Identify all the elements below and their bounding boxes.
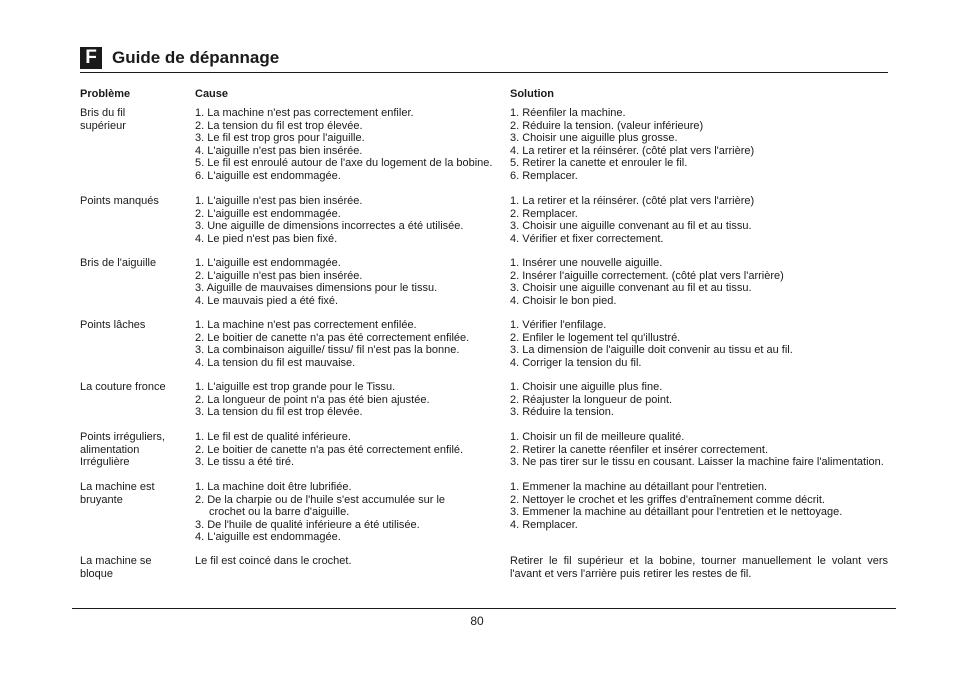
cause-cell <box>195 195 503 245</box>
solution-item: 5. Retirer la canette et enrouler le fil. <box>510 157 688 169</box>
solution-cell <box>510 107 888 182</box>
cause-item: 2. L'aiguille n'est pas bien insérée. <box>195 269 363 282</box>
problem-text: La machine se <box>80 555 152 567</box>
problem-text: Bris de l'aiguille <box>80 257 157 269</box>
solution-item: 3. La dimension de l'aiguille doit convenir au tissu et au fil. <box>510 344 793 356</box>
problem-text: bruyante <box>80 493 123 506</box>
cause-item: 3. Une aiguille de dimensions incorrectes a été utilisée. <box>195 220 464 232</box>
cause-item: crochet ou la barre d'aiguille. <box>209 506 350 518</box>
solution-item: 3. Choisir une aiguille plus grosse. <box>510 132 678 144</box>
solution-item: 3. Choisir une aiguille convenant au fil et au tissu. <box>510 282 752 294</box>
solution-item: 1. Vérifier l'enfilage. <box>510 319 607 331</box>
solution-item: 1. Choisir une aiguille plus fine. <box>510 381 663 393</box>
problem-cell <box>80 481 190 506</box>
problem-text: Points irréguliers, <box>80 431 165 443</box>
solution-cell <box>510 431 888 469</box>
solution-item: 4. Corriger la tension du fil. <box>510 356 642 369</box>
problem-cell <box>80 555 190 580</box>
column-header-problem: Problème <box>80 88 131 100</box>
cause-item: 2. La tension du fil est trop élevée. <box>195 119 363 132</box>
solution-item: 2. Retirer la canette réenfiler et insérer correctement. <box>510 443 769 456</box>
cause-item: 2. De la charpie ou de l'huile s'est accumulée sur le <box>195 493 446 506</box>
cause-item: 1. La machine doit être lubrifiée. <box>195 481 352 493</box>
cause-cell <box>195 431 503 469</box>
section-badge: F <box>80 47 102 69</box>
problem-cell <box>80 257 190 270</box>
problem-text: La couture fronce <box>80 381 166 393</box>
cause-item: 4. L'aiguille n'est pas bien insérée. <box>195 144 363 157</box>
cause-item: 3. Le fil est trop gros pour l'aiguille. <box>195 132 365 144</box>
cause-item: 4. Le mauvais pied a été fixé. <box>195 294 339 307</box>
solution-cell <box>510 481 888 531</box>
cause-item: 3. De l'huile de qualité inférieure a été utilisée. <box>195 518 420 531</box>
problem-text: Irrégulière <box>80 456 130 468</box>
solution-item: 2. Nettoyer le crochet et les griffes d'entraînement comme décrit. <box>510 493 825 506</box>
solution-item: 4. Vérifier et fixer correctement. <box>510 232 664 245</box>
solution-item: 2. Insérer l'aiguille correctement. (côté plat vers l'arrière) <box>510 269 784 282</box>
problem-text: Points manqués <box>80 195 159 207</box>
solution-item: 1. Insérer une nouvelle aiguille. <box>510 257 663 269</box>
cause-item: 3. La combinaison aiguille/ tissu/ fil n'est pas la bonne. <box>195 344 460 356</box>
cause-cell <box>195 555 503 568</box>
cause-item: 1. La machine n'est pas correctement enfiler. <box>195 107 414 119</box>
solution-item: 2. Remplacer. <box>510 207 578 220</box>
cause-item: 5. Le fil est enroulé autour de l'axe du logement de la bobine. <box>195 157 493 169</box>
problem-text: supérieur <box>80 119 126 132</box>
cause-cell <box>195 481 503 544</box>
problem-text: Bris du fil <box>80 107 126 119</box>
solution-item: 3. Réduire la tension. <box>510 406 614 418</box>
solution-item: 3. Choisir une aiguille convenant au fil et au tissu. <box>510 220 752 232</box>
cause-item: 4. Le pied n'est pas bien fixé. <box>195 232 338 245</box>
solution-paragraph: Retirer le fil supérieur et la bobine, tourner manuellement le volant vers l'avant et vers l'arrière puis retirer les restes de fil. <box>510 555 888 580</box>
solution-item: 1. Emmener la machine au détaillant pour l'entretien. <box>510 481 768 493</box>
solution-item: 2. Réduire la tension. (valeur inférieure) <box>510 119 704 132</box>
solution-cell <box>510 257 888 307</box>
cause-item: 4. La tension du fil est mauvaise. <box>195 356 356 369</box>
cause-item: Le fil est coincé dans le crochet. <box>195 555 352 567</box>
cause-item: 4. L'aiguille est endommagée. <box>195 531 341 543</box>
problem-text: La machine est <box>80 481 155 493</box>
problem-cell <box>80 431 190 469</box>
cause-item: 1. La machine n'est pas correctement enfilée. <box>195 319 417 331</box>
problem-cell <box>80 107 190 132</box>
cause-item: 6. L'aiguille est endommagée. <box>195 169 341 182</box>
cause-item: 2. La longueur de point n'a pas été bien ajustée. <box>195 393 430 406</box>
cause-cell <box>195 257 503 307</box>
cause-item: 1. L'aiguille n'est pas bien insérée. <box>195 195 363 207</box>
cause-item: 3. Aiguille de mauvaises dimensions pour le tissu. <box>195 282 438 294</box>
cause-cell <box>195 107 503 182</box>
solution-item: 2. Réajuster la longueur de point. <box>510 393 673 406</box>
solution-cell <box>510 195 888 245</box>
cause-cell <box>195 319 503 369</box>
solution-item: 4. La retirer et la réinsérer. (côté plat vers l'arrière) <box>510 144 755 157</box>
page-title: Guide de dépannage <box>112 48 280 67</box>
cause-item: 1. Le fil est de qualité inférieure. <box>195 431 351 443</box>
solution-item: 4. Choisir le bon pied. <box>510 294 617 307</box>
column-header-cause: Cause <box>195 88 229 100</box>
footer-divider <box>72 608 896 609</box>
solution-item: 4. Remplacer. <box>510 518 578 531</box>
cause-item: 2. Le boitier de canette n'a pas été correctement enfilé. <box>195 443 464 456</box>
solution-item: 1. Choisir un fil de meilleure qualité. <box>510 431 685 443</box>
solution-cell <box>510 381 888 419</box>
solution-item: 6. Remplacer. <box>510 169 578 182</box>
cause-item: 3. La tension du fil est trop élevée. <box>195 406 363 418</box>
solution-item: 1. Réenfiler la machine. <box>510 107 626 119</box>
problem-cell <box>80 195 190 208</box>
column-header-solution: Solution <box>510 88 554 100</box>
solution-item: 1. La retirer et la réinsérer. (côté plat vers l'arrière) <box>510 195 755 207</box>
cause-cell <box>195 381 503 419</box>
cause-item: 2. Le boitier de canette n'a pas été correctement enfilée. <box>195 331 470 344</box>
page-number: 80 <box>470 614 484 628</box>
problem-cell <box>80 319 190 332</box>
problem-cell <box>80 381 190 394</box>
solution-item: 3. Ne pas tirer sur le tissu en cousant. Laisser la machine faire l'alimentation. <box>510 456 884 468</box>
cause-item: 2. L'aiguille est endommagée. <box>195 207 341 220</box>
cause-item: 3. Le tissu a été tiré. <box>195 456 295 468</box>
solution-cell <box>510 319 888 369</box>
problem-text: alimentation <box>80 443 140 456</box>
page-header <box>80 46 888 73</box>
solution-item: 3. Emmener la machine au détaillant pour l'entretien et le nettoyage. <box>510 506 843 518</box>
solution-item: 2. Enfiler le logement tel qu'illustré. <box>510 331 681 344</box>
problem-text: bloque <box>80 567 114 580</box>
cause-item: 1. L'aiguille est trop grande pour le Tissu. <box>195 381 396 393</box>
problem-text: Points lâches <box>80 319 146 331</box>
cause-item: 1. L'aiguille est endommagée. <box>195 257 341 269</box>
